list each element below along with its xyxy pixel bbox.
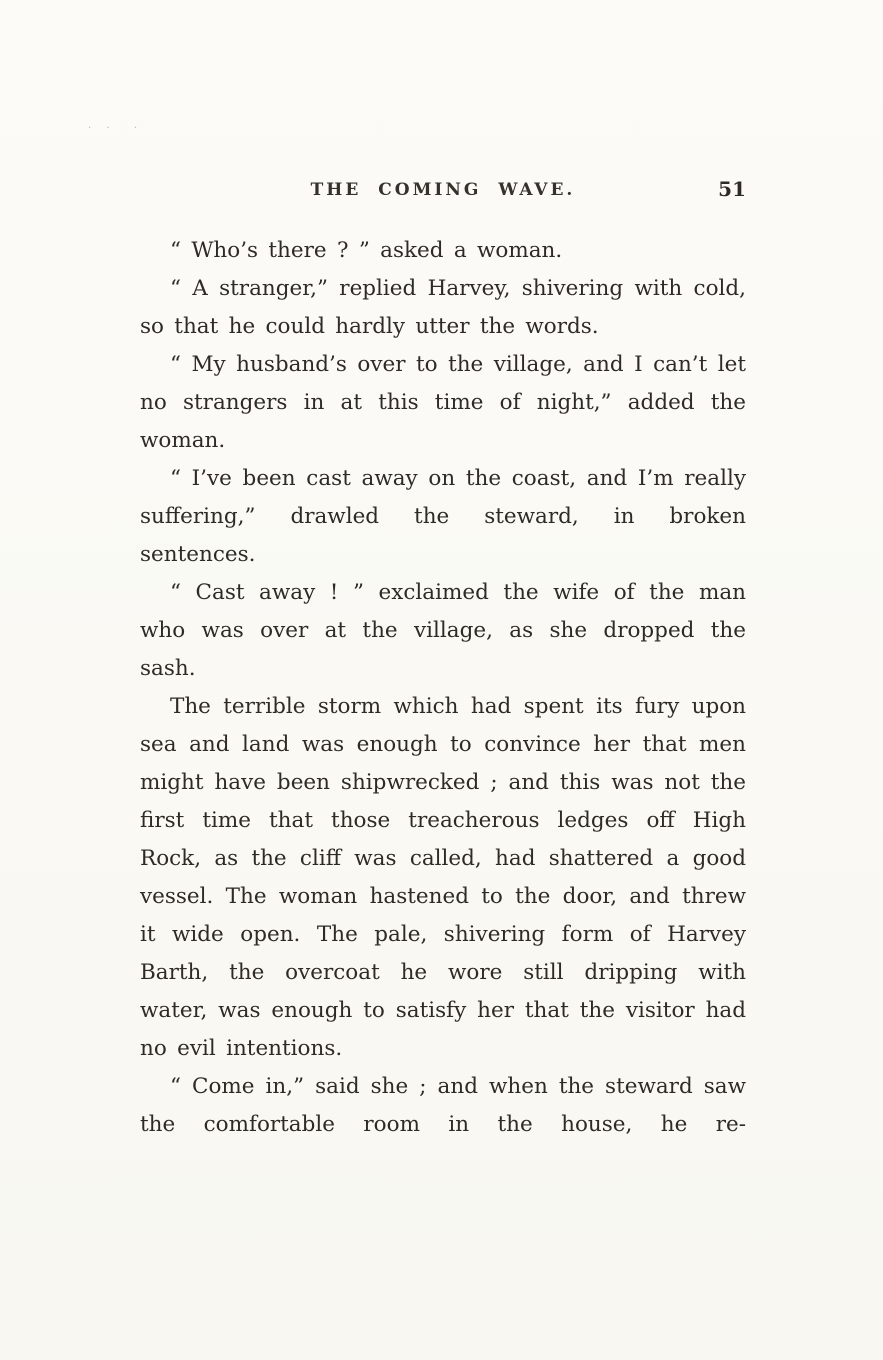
- text-block: [140, 177, 746, 1144]
- paragraph: “ I’ve been cast away on the coast, and I’m really suffering,” drawled the steward, in broken sentences.: [140, 466, 746, 567]
- paragraph: “ My husband’s over to the village, and I can’t let no strangers in at this time of night,” added the woman.: [140, 352, 746, 453]
- page-number: 51: [718, 177, 746, 201]
- page-text: [140, 232, 746, 1144]
- paragraph: “ Who’s there ? ” asked a woman.: [170, 238, 563, 263]
- paragraph: The terrible storm which had spent its fury upon sea and land was enough to convince her that men might have been shipwrecked ; and this was not the first time that those treacherous ledges off High Rock, as the cliff was called, had shattered a good vessel. The woman hastened to the door, and threw it wide open. The pale, shivering form of Harvey Barth, the overcoat he wore still dripping with water, was enough to satisfy her that the visitor had no evil intentions.: [140, 694, 746, 1061]
- scan-artifact: . . .: [88, 120, 144, 131]
- paragraph: “ Cast away ! ” exclaimed the wife of the man who was over at the village, as she dropped the sash.: [140, 580, 746, 681]
- paragraph: “ Come in,” said she ; and when the steward saw the comfortable room in the house, he re-: [140, 1074, 746, 1137]
- paragraph: “ A stranger,” replied Harvey, shivering with cold, so that he could hardly utter the words.: [140, 276, 746, 339]
- running-head-title: THE COMING WAVE.: [310, 180, 576, 200]
- running-header: [140, 177, 746, 208]
